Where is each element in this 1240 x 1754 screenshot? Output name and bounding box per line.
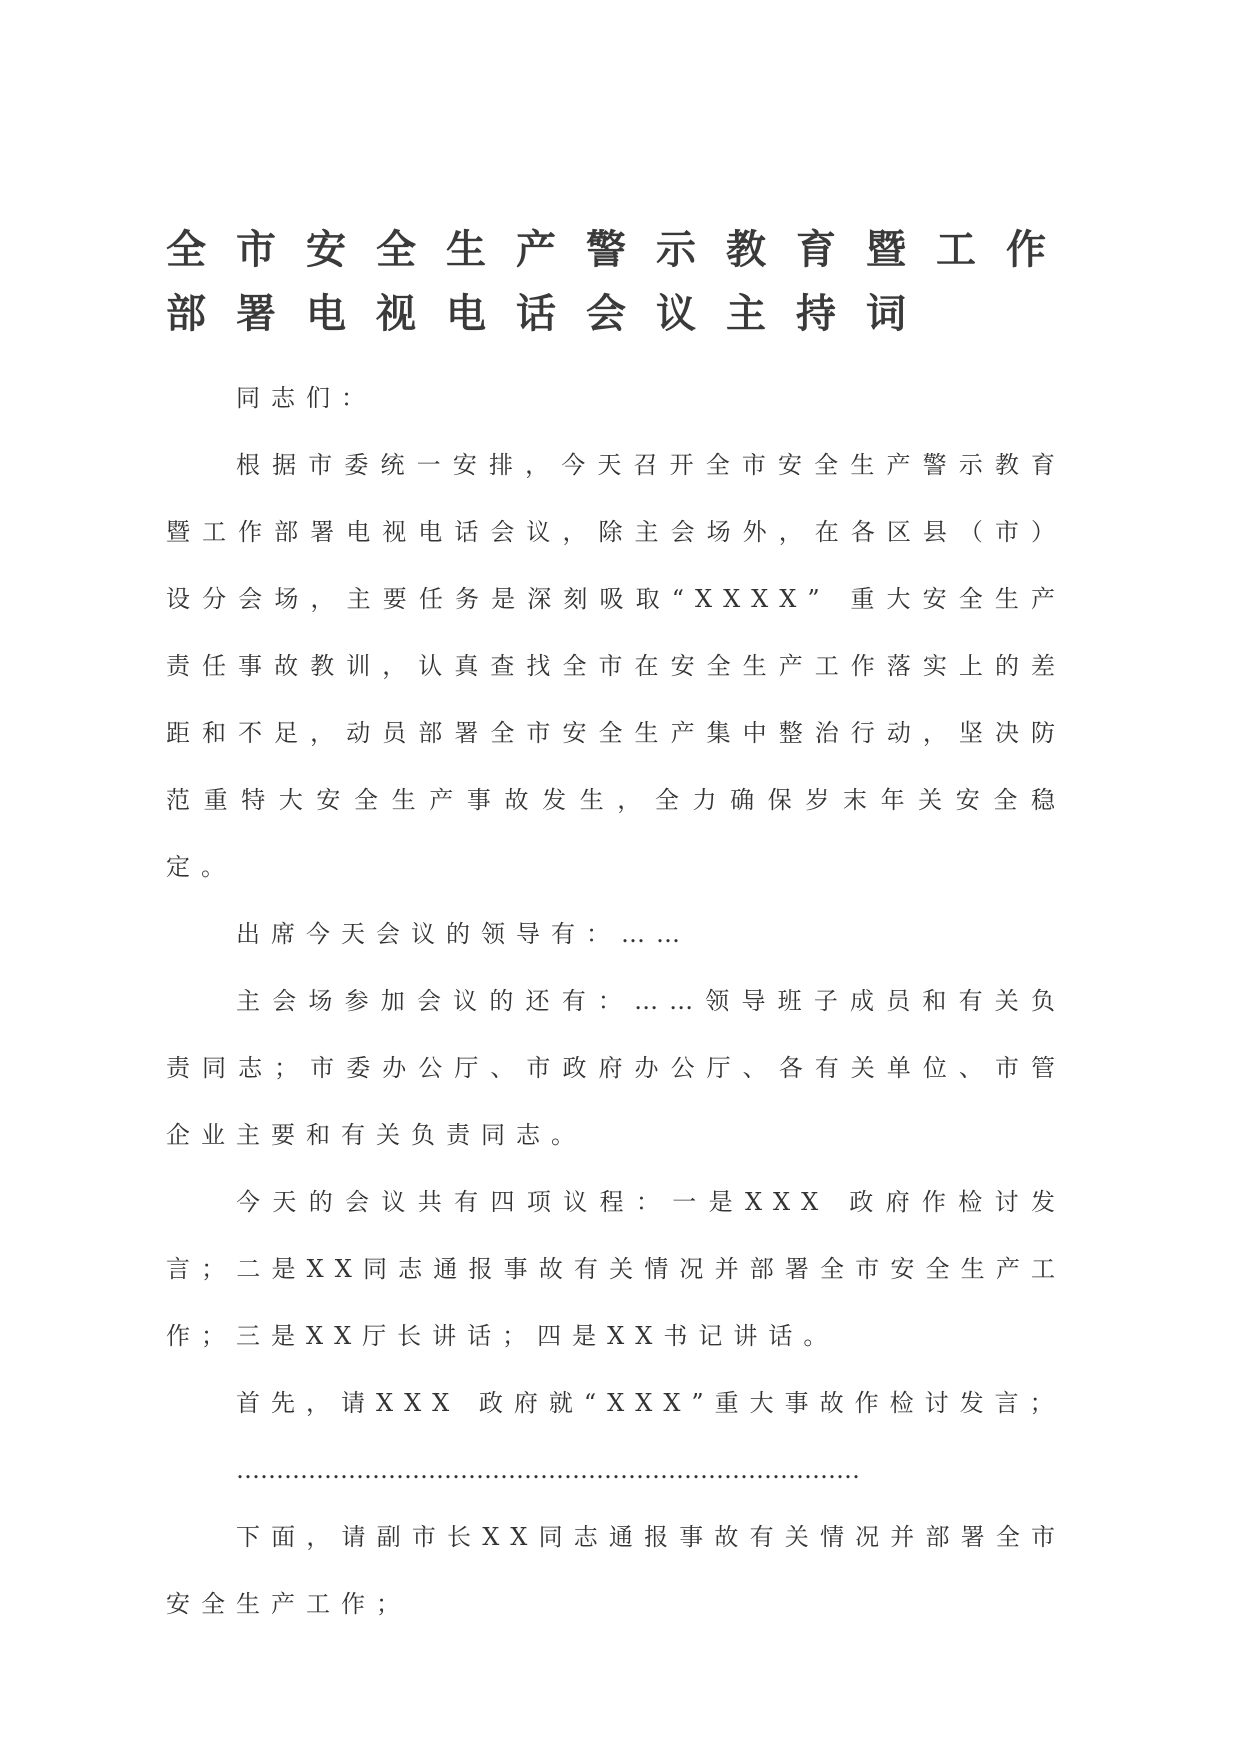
- paragraph-next-item: 下面，请副市长XX同志通报事故有关情况并部署全市安全生产工作；: [166, 1523, 1066, 1618]
- title-line-1: 全市安全生产警示教育暨工作: [166, 227, 1076, 273]
- paragraph-attending-leaders: 出席今天会议的领导有：……: [236, 920, 691, 948]
- paragraph-meeting-purpose: 根据市委统一安排，今天召开全市安全生产警示教育暨工作部署电视电话会议，除主会场外，在各区县（市）设分会场，主要任务是深刻吸取“XXXX” 重大安全生产责任事故教训，认真查找全市在安全生产工作落实上的差距和不足，动员部署全市安全生产集中整治行动，坚决防范重特大安全生产事故发生，全力确保岁末年关安全稳定。: [166, 451, 1066, 881]
- paragraph-agenda: 今天的会议共有四项议程：一是XXX 政府作检讨发言；二是XX同志通报事故有关情况并部署全市安全生产工作；三是XX厅长讲话；四是XX书记讲话。: [166, 1188, 1066, 1350]
- paragraph-first-item: 首先，请XXX 政府就“XXX”重大事故作检讨发言；: [236, 1389, 1065, 1417]
- salutation: 同志们：: [236, 384, 376, 412]
- ellipsis-separator: ……………………………………………………………………: [236, 1456, 860, 1484]
- title-line-2: 部署电视电话会议主持词: [166, 291, 936, 337]
- document-body: [166, 365, 1066, 1638]
- document-title: [166, 218, 1076, 346]
- paragraph-main-venue-attendees: 主会场参加会议的还有：……领导班子成员和有关负责同志；市委办公厅、市政府办公厅、各有关单位、市管企业主要和有关负责同志。: [166, 987, 1066, 1149]
